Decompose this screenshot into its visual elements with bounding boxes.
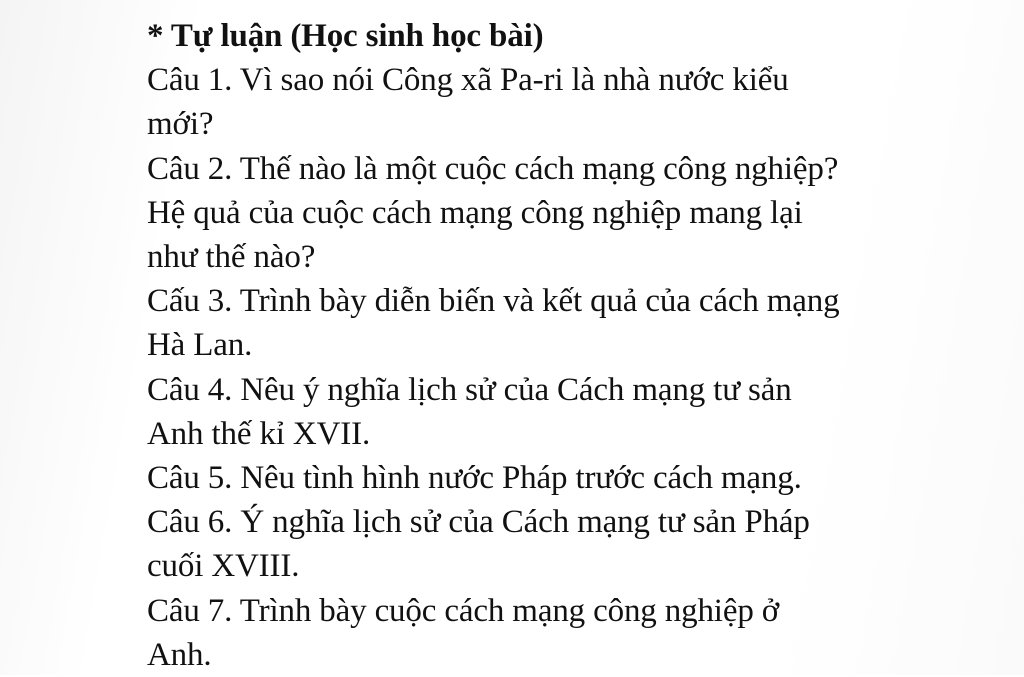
section-heading: * Tự luận (Học sinh học bài) [147, 18, 544, 54]
question-6-line-1: Câu 6. Ý nghĩa lịch sử của Cách mạng tư sản Pháp [147, 504, 810, 541]
question-4-line-1: Câu 4. Nêu ý nghĩa lịch sử của Cách mạng tư sản [147, 371, 792, 408]
question-7-line-1: Câu 7. Trình bày cuộc cách mạng công nghiệp ở [147, 592, 780, 629]
question-5-line-1: Câu 5. Nêu tình hình nước Pháp trước cách mạng. [147, 460, 802, 497]
question-4-line-2: Anh thế kỉ XVII. [147, 415, 371, 452]
question-3-line-2: Hà Lan. [147, 327, 253, 364]
question-2-line-1: Câu 2. Thế nào là một cuộc cách mạng công nghiệp? [147, 150, 839, 187]
question-7-line-2: Anh. [147, 636, 212, 673]
question-1-line-1: Câu 1. Vì sao nói Công xã Pa-ri là nhà nước kiểu [147, 62, 789, 99]
question-3-line-1: Cấu 3. Trình bày diễn biến và kết quả của cách mạng [147, 283, 840, 320]
question-2-line-2: Hệ quả của cuộc cách mạng công nghiệp mang lại [147, 194, 803, 231]
question-2-line-3: như thế nào? [147, 239, 316, 276]
question-6-line-2: cuối XVIII. [147, 548, 300, 585]
question-1-line-2: mới? [147, 106, 214, 143]
document-page [147, 14, 1007, 677]
